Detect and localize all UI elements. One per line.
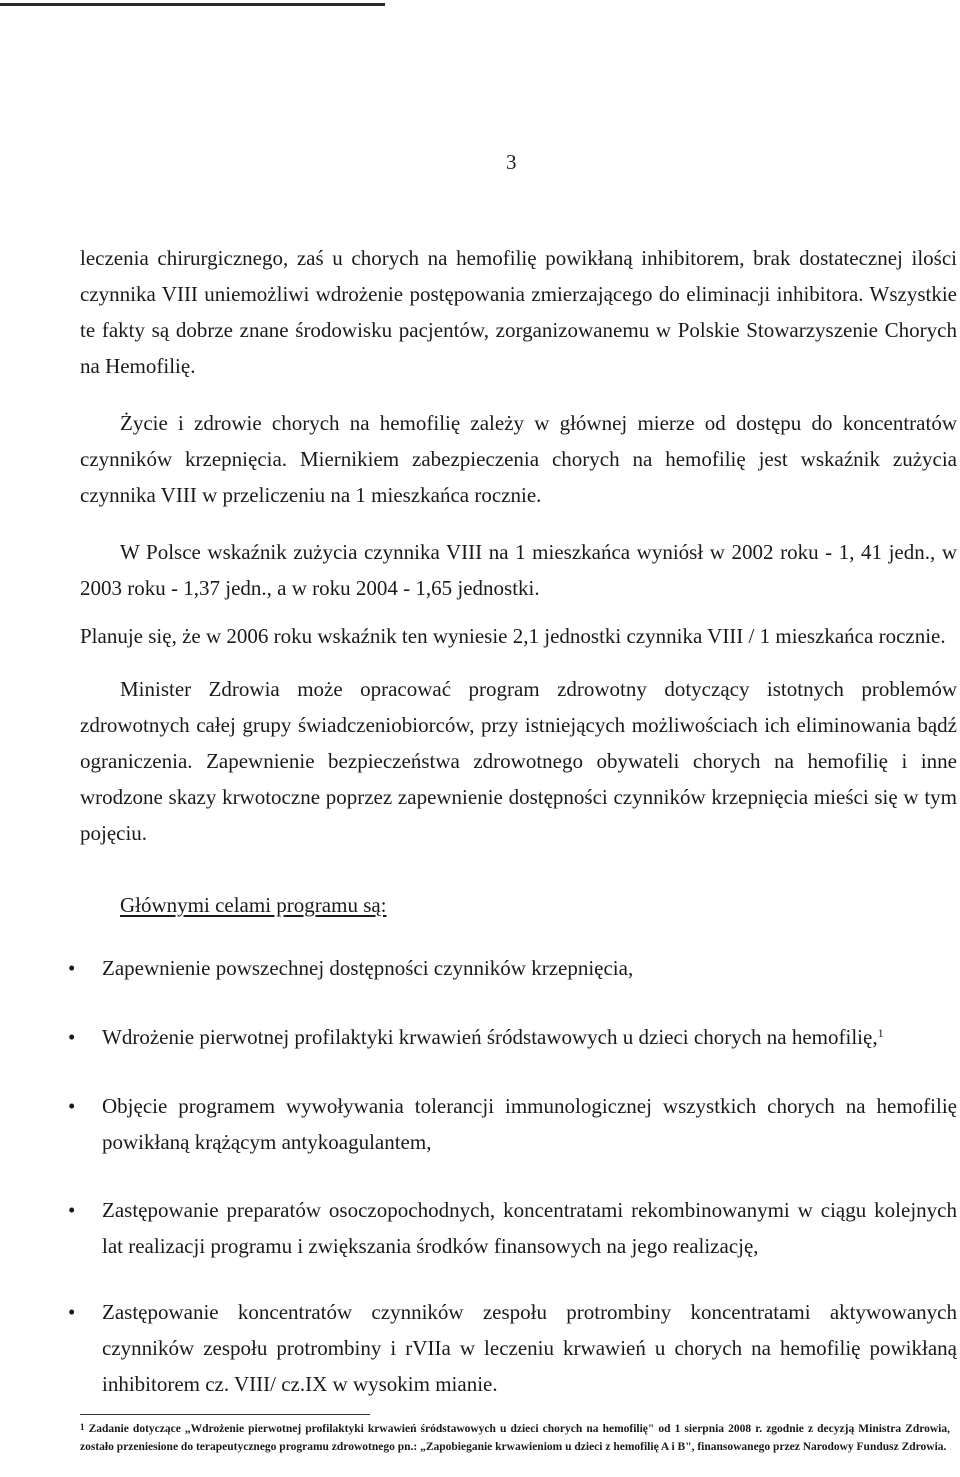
goal-text: Zastępowanie koncentratów czynników zespołu protrombiny koncentratami aktywowanych czynników zespołu protrombiny i rVIIa w leczeniu krwawień u chorych na hemofilię powikłaną inhibitorem cz. VIII/ cz.IX w wysokim mianie.: [102, 1300, 957, 1396]
goals-heading: Głównymi celami programu są:: [120, 893, 387, 917]
goal-text: Zastępowanie preparatów osoczopochodnych, koncentratami rekombinowanymi w ciągu kolejnych lat realizacji programu i zwiększania środków finansowych na jego realizację,: [102, 1198, 957, 1258]
bullet-icon: •: [68, 1300, 76, 1324]
list-item: [68, 1294, 957, 1402]
footnote-text: Zadanie dotyczące „Wdrożenie pierwotnej profilaktyki krwawień śródstawowych u dzieci chorych na hemofilię" od 1 sierpnia 2008 r. zgodnie z decyzją Ministra Zdrowia, zostało przeniesione do terapeutycznego programu zdrowotnego pn.: „Zapobieganie krwawieniom u dzieci z hemofilię A i B", finansowanego przez Narodowy Fundusz Zdrowia.: [80, 1423, 950, 1453]
goal-text: Objęcie programem wywoływania tolerancji immunologicznej wszystkich chorych na hemofilię powikłaną krążącym antykoagulantem,: [102, 1094, 957, 1154]
goal-text: Wdrożenie pierwotnej profilaktyki krwawień śródstawowych u dzieci chorych na hemofilię,: [102, 1025, 878, 1049]
bullet-icon: •: [68, 1025, 76, 1049]
bullet-icon: •: [68, 956, 76, 980]
goal-text: Zapewnienie powszechnej dostępności czynników krzepnięcia,: [102, 956, 634, 980]
bullet-icon: •: [68, 1198, 76, 1222]
page-number: 3: [506, 150, 517, 174]
list-item: [68, 1088, 957, 1160]
paragraph-2006-plan: Planuje się, że w 2006 roku wskaźnik ten wyniesie 2,1 jednostki czynnika VIII / 1 mieszkańca rocznie.: [80, 624, 946, 648]
scan-top-rule: [0, 3, 385, 6]
footnote-separator: [80, 1414, 370, 1415]
paragraph-minister-program: Minister Zdrowia może opracować program zdrowotny dotyczący istotnych problemów zdrowotnych całej grupy świadczeniobiorców, przy istniejących możliwościach ich eliminowania bądź ograniczenia. Zapewnienie bezpieczeństwa zdrowotnego obywateli chorych na hemofilię i inne wrodzone skazy krwotoczne poprzez zapewnienie dostępności czynników krzepnięcia mieści się w tym pojęciu.: [80, 677, 957, 845]
paragraph-usage-statistics: W Polsce wskaźnik zużycia czynnika VIII na 1 mieszkańca wyniósł w 2002 roku - 1, 41 jedn., w 2003 roku - 1,37 jedn., a w roku 2004 - 1,65 jednostki.: [80, 540, 957, 600]
paragraph-treatment-context: leczenia chirurgicznego, zaś u chorych na hemofilię powikłaną inhibitorem, brak dostatecznej ilości czynnika VIII uniemożliwi wdrożenie postępowania zmierzającego do eliminacji inhibitora. Wszystkie te fakty są dobrze znane środowisku pacjentów, zorganizowanemu w Polskie Stowarzyszenie Chorych na Hemofilię.: [80, 246, 957, 378]
goals-list: [68, 950, 957, 1402]
list-item: [68, 1019, 957, 1055]
footnote: [80, 1420, 950, 1456]
bullet-icon: •: [68, 1094, 76, 1118]
footnote-reference[interactable]: 1: [877, 1026, 884, 1040]
document-body: [68, 240, 957, 1402]
footnote-mark: 1: [80, 1422, 85, 1432]
list-item: [68, 950, 957, 986]
list-item: [68, 1192, 957, 1264]
paragraph-clotting-factor-access: Życie i zdrowie chorych na hemofilię zależy w głównej mierze od dostępu do koncentratów czynników krzepnięcia. Miernikiem zabezpieczenia chorych na hemofilię jest wskaźnik zużycia czynnika VIII w przeliczeniu na 1 mieszkańca rocznie.: [80, 411, 957, 507]
